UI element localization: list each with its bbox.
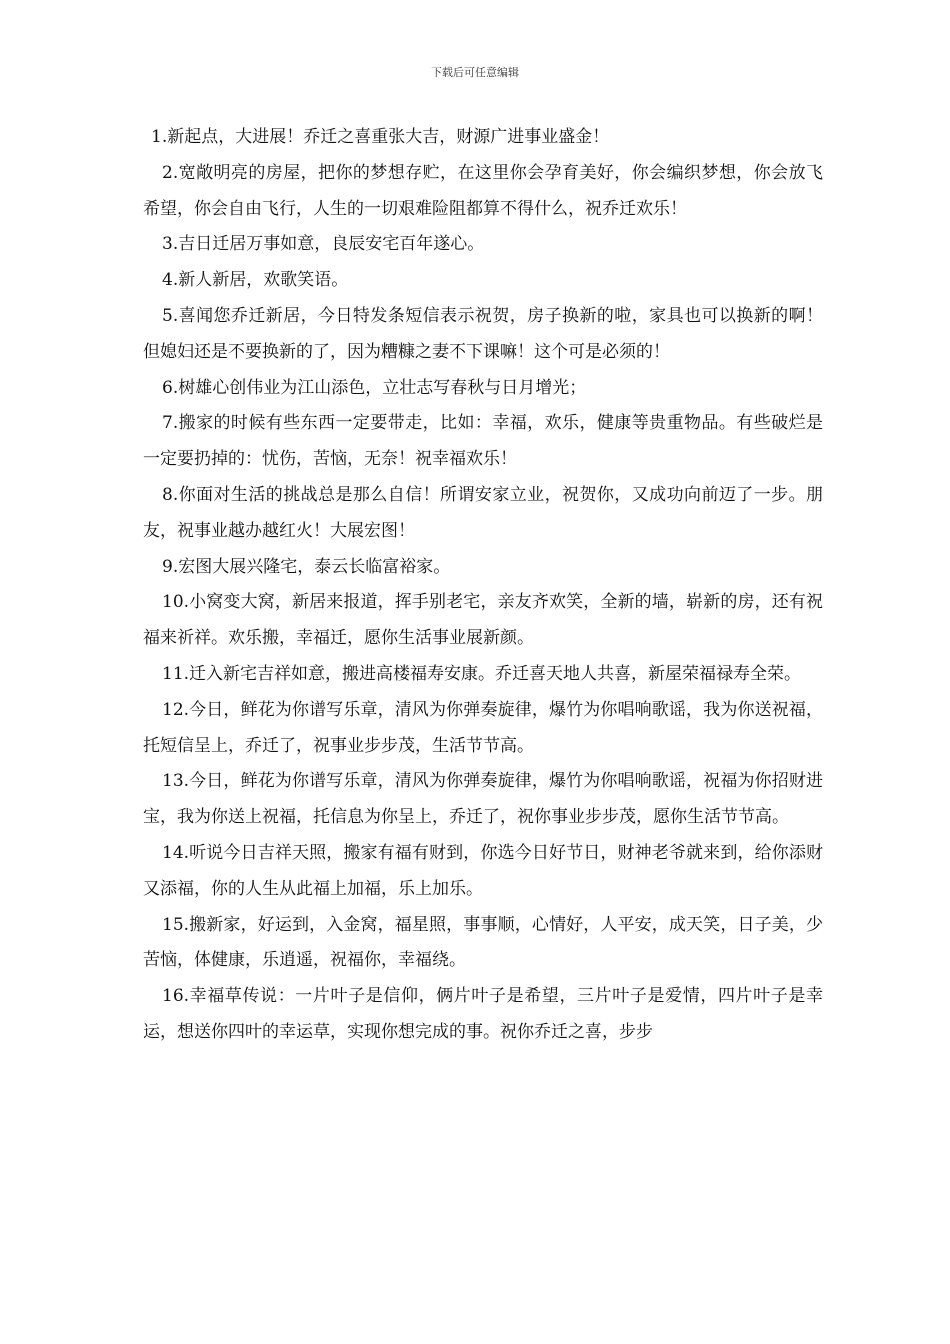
paragraph: 12.今日，鲜花为你谱写乐章，清风为你弹奏旋律，爆竹为你唱响歌谣，我为你送祝福，托短信呈上，乔迁了，祝事业步步茂，生活节节高。 <box>143 699 823 756</box>
paragraph: 16.幸福草传说：一片叶子是信仰，俩片叶子是希望，三片叶子是爱情，四片叶子是幸运，想送你四叶的幸运草，实现你想完成的事。祝你乔迁之喜，步步 <box>143 986 823 1042</box>
paragraph: 15.搬新家，好运到，入金窝，福星照，事事顺，心情好，人平安，成天笑，日子美，少苦恼，体健康，乐逍遥，祝福你，幸福绕。 <box>143 914 823 971</box>
paragraph: 4.新人新居，欢歌笑语。 <box>162 270 349 291</box>
paragraph: 1.新起点，大进展！乔迁之喜重张大吉，财源广进事业盛金！ <box>151 127 610 147</box>
paragraph: 14.听说今日吉祥天照，搬家有福有财到，你选今日好节日，财神老爷就来到，给你添财又添福，你的人生从此福上加福，乐上加乐。 <box>143 842 823 899</box>
paragraph: 5.喜闻您乔迁新居，今日特发条短信表示祝贺，房子换新的啦，家具也可以换新的啊！但媳妇还是不要换新的了，因为糟糠之妻不下课嘛！这个可是必须的！ <box>143 305 823 362</box>
paragraph: 3.吉日迁居万事如意，良辰安宅百年遂心。 <box>162 234 485 255</box>
document-body <box>143 120 823 1051</box>
paragraph: 7.搬家的时候有些东西一定要带走，比如：幸福，欢乐，健康等贵重物品。有些破烂是一定要扔掉的：忧伤，苦恼，无奈！祝幸福欢乐！ <box>143 413 823 470</box>
paragraph: 13.今日，鲜花为你谱写乐章，清风为你弹奏旋律，爆竹为你唱响歌谣，祝福为你招财进宝，我为你送上祝福，托信息为你呈上，乔迁了，祝你事业步步茂，愿你生活节节高。 <box>143 771 823 828</box>
paragraph: 6.树雄心创伟业为江山添色，立壮志写春秋与日月增光； <box>162 377 587 398</box>
paragraph: 10.小窝变大窝，新居来报道，挥手别老宅，亲友齐欢笑，全新的墙，崭新的房，还有祝福来祈祥。欢乐搬，幸福迁，愿你生活事业展新颜。 <box>143 592 823 649</box>
paragraph: 2.宽敞明亮的房屋，把你的梦想存贮，在这里你会孕育美好，你会编织梦想，你会放飞希望，你会自由飞行，人生的一切艰难险阻都算不得什么，祝乔迁欢乐！ <box>143 162 823 219</box>
page-header: 下载后可任意编辑 <box>431 66 519 79</box>
paragraph: 9.宏图大展兴隆宅，泰云长临富裕家。 <box>162 556 451 577</box>
paragraph: 11.迁入新宅吉祥如意，搬进高楼福寿安康。乔迁喜天地人共喜，新屋荣福禄寿全荣。 <box>162 663 802 684</box>
paragraph: 8.你面对生活的挑战总是那么自信！所谓安家立业，祝贺你，又成功向前迈了一步。朋友，祝事业越办越红火！大展宏图！ <box>143 484 823 541</box>
